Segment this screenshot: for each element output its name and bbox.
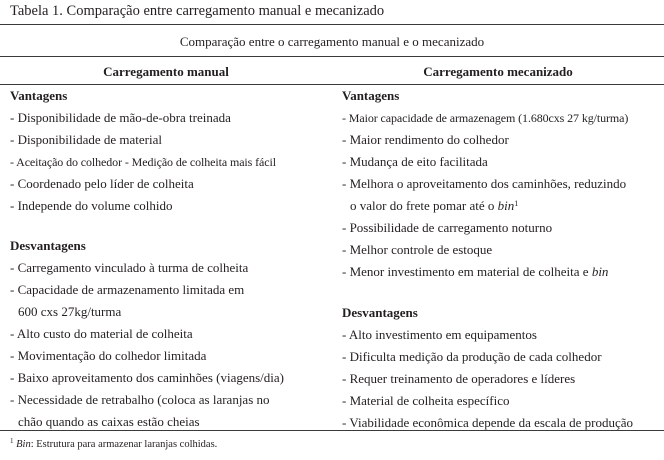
- list-item: - Baixo aproveitamento dos caminhões (viagens/dia): [10, 370, 285, 385]
- list-item: - Movimentação do colhedor limitada: [10, 348, 207, 363]
- list-item: [342, 261, 633, 283]
- mechanized-column: [342, 85, 633, 434]
- footnote-text: : Estrutura para armazenar laranjas colhidas.: [30, 439, 218, 450]
- manual-disadvantages-title: Desvantagens: [10, 238, 86, 253]
- footnote-marker: 1: [514, 199, 519, 208]
- list-item: - Dificulta medição da produção de cada colhedor: [342, 349, 602, 364]
- table-subtitle: Comparação entre o carregamento manual e o mecanizado: [179, 34, 485, 49]
- list-item-continuation: 600 cxs 27kg/turma: [18, 304, 122, 319]
- list-item: - Maior capacidade de armazenagem (1.680cxs 27 kg/turma): [342, 111, 629, 125]
- list-item: - Alto custo do material de colheita: [10, 326, 193, 341]
- list-item-continuation: chão quando as caixas estão cheias: [18, 414, 200, 429]
- mechanized-disadvantages-title: Desvantagens: [342, 305, 418, 320]
- list-item-continuation: [342, 195, 633, 217]
- list-item: - Possibilidade de carregamento noturno: [342, 220, 553, 235]
- footnote-number: 1: [10, 437, 14, 445]
- manual-column: [10, 85, 284, 433]
- footnote-term: Bin: [16, 439, 31, 450]
- list-item: - Requer treinamento de operadores e líderes: [342, 371, 576, 386]
- list-item: - Mudança de eito facilitada: [342, 154, 488, 169]
- mechanized-advantages-title: Vantagens: [342, 88, 400, 103]
- list-item: - Independe do volume colhido: [10, 198, 173, 213]
- list-item: - Alto investimento em equipamentos: [342, 327, 537, 342]
- footnote: [10, 439, 217, 450]
- subtitle-rule: [0, 56, 664, 57]
- term-bin: bin: [497, 198, 515, 213]
- list-item: - Coordenado pelo líder de colheita: [10, 176, 194, 191]
- manual-column-heading: Carregamento manual: [103, 64, 229, 79]
- list-item: - Disponibilidade de material: [10, 132, 162, 147]
- text-segment: o valor do frete pomar até o: [350, 198, 498, 213]
- mechanized-column-heading: Carregamento mecanizado: [423, 64, 573, 79]
- bottom-rule: [0, 430, 664, 431]
- text-segment: - Menor investimento em material de colheita e: [342, 264, 592, 279]
- term-bin: bin: [591, 264, 609, 279]
- list-item: - Melhora o aproveitamento dos caminhões, reduzindo: [342, 176, 627, 191]
- top-rule: [0, 24, 664, 25]
- list-item: - Disponibilidade de mão-de-obra treinada: [10, 110, 231, 125]
- list-item: - Carregamento vinculado à turma de colheita: [10, 260, 249, 275]
- list-item: - Capacidade de armazenamento limitada em: [10, 282, 245, 297]
- list-item: - Maior rendimento do colhedor: [342, 132, 509, 147]
- list-item: - Viabilidade econômica depende da escala de produção: [342, 415, 633, 430]
- list-item: - Material de colheita específico: [342, 393, 510, 408]
- list-item: - Necessidade de retrabalho (coloca as laranjas no: [10, 392, 270, 407]
- manual-advantages-title: Vantagens: [10, 88, 68, 103]
- list-item: - Melhor controle de estoque: [342, 242, 493, 257]
- list-item: - Aceitação do colhedor - Medição de colheita mais fácil: [10, 155, 276, 169]
- table-caption: Tabela 1. Comparação entre carregamento manual e mecanizado: [10, 3, 385, 19]
